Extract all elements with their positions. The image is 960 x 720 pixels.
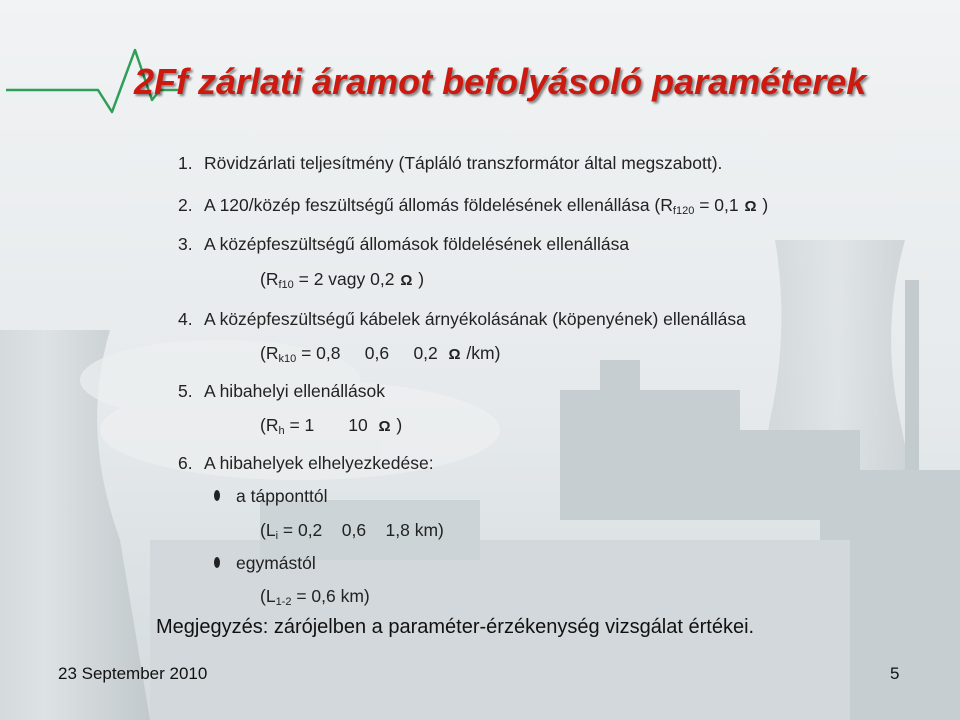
detail-text: (R (260, 415, 279, 435)
sub-item-label: egymástól (236, 553, 316, 573)
ohm-symbol: Ω (448, 346, 461, 363)
item-number: 1. (178, 153, 193, 173)
ohm-symbol: Ω (744, 198, 757, 215)
detail-text: (R (260, 343, 279, 363)
detail-end: /km) (461, 343, 501, 363)
item-number: 3. (178, 234, 193, 254)
list-item-4-detail (260, 342, 500, 370)
list-item-6 (178, 452, 434, 474)
list-item-3 (178, 233, 629, 255)
list-item-5 (178, 380, 385, 402)
item-text: A hibahelyek elhelyezkedése: (204, 453, 434, 473)
slide-title: 2Ff zárlati áramot befolyásoló paraméterek (134, 61, 867, 102)
item-number: 2. (178, 195, 193, 215)
list-item-2 (178, 194, 768, 222)
sub-item-2-detail (260, 585, 370, 613)
detail-text: (L (260, 586, 276, 606)
item-text: Rövidzárlati teljesítmény (Tápláló transzformátor által megszabott). (204, 153, 723, 173)
ohm-symbol: Ω (378, 418, 391, 435)
sub-item-1-detail (260, 519, 444, 547)
item-value: = 0,1 (694, 195, 744, 215)
item-text: A középfeszültségű állomások földelésének ellenállása (204, 234, 630, 254)
detail-value: = 2 vagy 0,2 (293, 269, 400, 289)
detail-value: = 0,8 0,6 0,2 (296, 343, 448, 363)
detail-text: (R (260, 269, 279, 289)
item-end: ) (757, 195, 769, 215)
item-text: A középfeszültségű kábelek árnyékolásának (köpenyének) ellenállása (204, 309, 746, 329)
list-item-3-detail (260, 268, 424, 296)
detail-value: = 0,6 km) (291, 586, 370, 606)
list-item-4 (178, 308, 746, 330)
item-text: A 120/közép feszültségű állomás földelésének ellenállása (R (204, 195, 673, 215)
detail-value: = 0,2 0,6 1,8 km) (278, 520, 444, 540)
sub-item-2 (236, 552, 316, 574)
detail-subscript: k10 (278, 353, 297, 365)
detail-subscript: h (278, 425, 285, 437)
list-item-5-detail (260, 414, 402, 442)
item-number: 6. (178, 453, 193, 473)
item-number: 4. (178, 309, 193, 329)
ohm-symbol: Ω (400, 272, 413, 289)
detail-value: = 1 10 (284, 415, 378, 435)
footer-date: 23 September 2010 (58, 664, 208, 683)
detail-end: ) (413, 269, 425, 289)
list-item-1 (178, 152, 722, 174)
footer-page-number: 5 (890, 664, 900, 683)
item-subscript: f120 (672, 205, 695, 217)
detail-subscript: i (275, 530, 279, 542)
sub-item-1 (236, 485, 327, 507)
sub-item-label: a tápponttól (236, 486, 328, 506)
detail-end: ) (391, 415, 403, 435)
detail-text: (L (260, 520, 276, 540)
note-text: Megjegyzés: zárójelben a paraméter-érzékenység vizsgálat értékei. (156, 616, 755, 638)
bullet-icon (214, 490, 220, 501)
bullet-icon (214, 557, 220, 568)
detail-subscript: 1-2 (275, 596, 292, 608)
item-text: A hibahelyi ellenállások (204, 381, 385, 401)
detail-subscript: f10 (278, 279, 294, 291)
item-number: 5. (178, 381, 193, 401)
